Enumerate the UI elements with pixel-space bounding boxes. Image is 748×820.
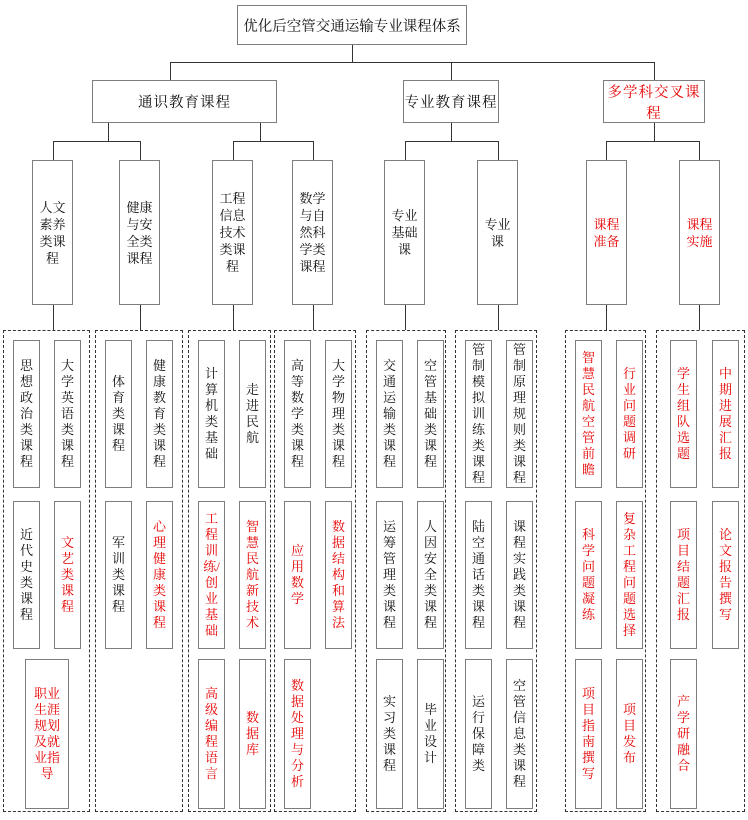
leaf-box: 大学英语类课程 [54,340,81,488]
connector-line [405,305,406,330]
leaf-box: 数据处理与分析 [284,659,311,809]
leaf-box: 管制原理规则类课程 [506,340,533,488]
leaf-box: 体育类课程 [105,340,132,488]
category-math-natural-science: 数学与自然科学类课程 [292,160,333,305]
connector-line [606,141,699,142]
connector-line [699,141,700,160]
branch-professional-education: 专业教育课程 [403,80,499,123]
leaf-box: 中期进展汇报 [712,340,739,488]
leaf-box: 智慧民航新技术 [239,501,266,649]
connector-line [53,141,54,160]
connector-line [654,62,655,80]
leaf-box: 思想政治类课程 [13,340,40,488]
leaf-box: 项目结题汇报 [670,501,697,649]
leaf-box: 复杂工程问题选择 [616,501,643,649]
leaf-box: 工程训练/创业基础 [198,501,225,649]
leaf-box: 近代史类课程 [13,501,40,649]
category-engineering-it: 工程信息技术类课程 [212,160,253,305]
leaf-box: 运筹管理类课程 [376,501,403,649]
category-humanities: 人文素养类课程 [32,160,73,305]
category-course-implementation: 课程实施 [679,160,720,305]
group-course-preparation [565,330,646,812]
leaf-box: 文艺类课程 [54,501,81,649]
leaf-box: 产学研融合 [670,659,697,809]
connector-line [140,141,141,160]
connector-line [654,123,655,141]
leaf-box: 论文报告撰写 [712,501,739,649]
connector-line [606,141,607,160]
leaf-box: 科学问题凝练 [575,501,602,649]
group-course-implementation [656,330,745,812]
group-math-science [274,330,356,812]
category-professional-course: 专业课 [477,160,518,305]
connector-line [313,141,314,160]
leaf-box: 人因安全类课程 [417,501,444,649]
leaf-box: 行业问题调研 [616,340,643,488]
leaf-box: 高级编程语言 [198,659,225,809]
leaf-box: 空管信息类课程 [506,659,533,809]
category-professional-basic-course: 专业基础课 [384,160,425,305]
connector-line [170,62,654,63]
leaf-box: 项目发布 [616,659,643,809]
leaf-box: 心理健康类课程 [146,501,173,649]
leaf-box: 交通运输类课程 [376,340,403,488]
leaf-box: 大学物理类课程 [325,340,352,488]
connector-line [405,141,498,142]
leaf-box: 项目指南撰写 [575,659,602,809]
group-professional [455,330,537,812]
connector-line [451,62,452,80]
leaf-box: 走进民航 [239,340,266,488]
connector-line [405,141,406,160]
branch-general-education: 通识教育课程 [92,80,277,123]
connector-line [233,141,313,142]
root-node: 优化后空管交通运输专业课程体系 [237,5,467,45]
group-health-safety [95,330,183,812]
connector-line [170,62,171,80]
connector-line [53,141,140,142]
leaf-box: 数据库 [239,659,266,809]
group-professional-basic [366,330,446,812]
leaf-box: 陆空通话类课程 [465,501,492,649]
leaf-box: 计算机类基础 [198,340,225,488]
connector-line [498,305,499,330]
leaf-box: 高等数学类课程 [284,340,311,488]
connector-line [606,305,607,330]
category-health-safety: 健康与安全类课程 [119,160,160,305]
category-course-preparation: 课程准备 [586,160,627,305]
group-humanities [3,330,90,812]
leaf-box: 运行保障类 [465,659,492,809]
leaf-box: 智慧民航空管前瞻 [575,340,602,488]
leaf-box: 学生组队选题 [670,340,697,488]
connector-line [260,123,261,141]
leaf-box: 课程实践类课程 [506,501,533,649]
connector-line [108,123,109,141]
connector-line [53,305,54,330]
leaf-box: 军训类课程 [105,501,132,649]
leaf-box: 职业生涯规划及就业指导 [25,659,69,809]
leaf-box: 毕业设计 [417,659,444,809]
connector-line [313,305,314,330]
leaf-box: 应用数学 [284,501,311,649]
connector-line [233,141,234,160]
connector-line [498,141,499,160]
leaf-box: 健康教育类课程 [146,340,173,488]
leaf-box: 空管基础类课程 [417,340,444,488]
leaf-box: 数据结构和算法 [325,501,352,649]
leaf-box: 实习类课程 [376,659,403,809]
connector-line [451,123,452,141]
leaf-box: 管制模拟训练类课程 [465,340,492,488]
connector-line [699,305,700,330]
branch-multidisciplinary: 多学科交叉课程 [603,80,705,123]
connector-line [140,305,141,330]
connector-line [233,305,234,330]
group-engineering-it [188,330,271,812]
connector-line [352,45,353,62]
